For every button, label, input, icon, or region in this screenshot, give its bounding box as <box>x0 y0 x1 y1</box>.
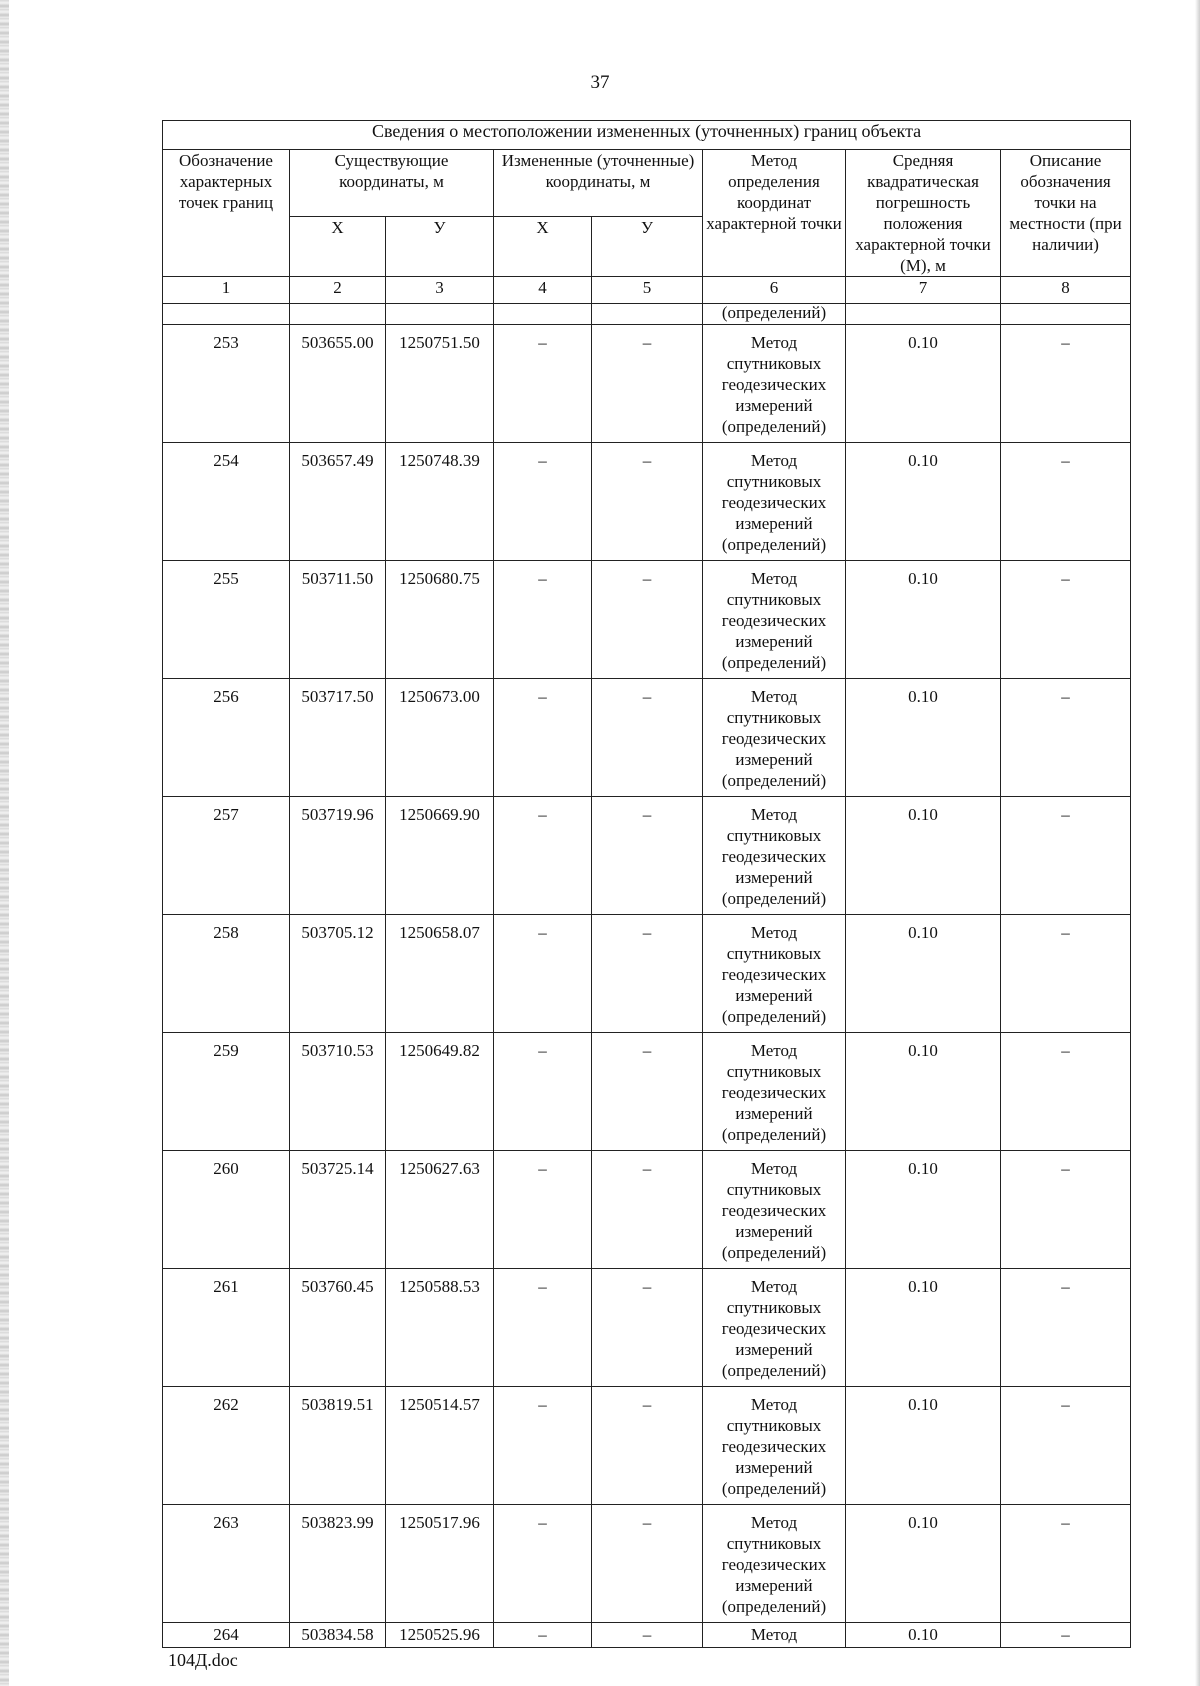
method-line: Метод <box>750 1041 798 1060</box>
point-number-cell: 261 <box>163 1269 290 1387</box>
column-number: 8 <box>1001 277 1131 304</box>
method-line: Метод <box>750 1513 798 1532</box>
method-line: геодезических <box>721 1437 827 1456</box>
method-cell <box>703 797 846 915</box>
changed-y-cell: – <box>592 1623 703 1648</box>
method-line: геодезических <box>721 611 827 630</box>
mean-error-cell: 0.10 <box>846 915 1001 1033</box>
changed-x-cell: – <box>494 679 592 797</box>
changed-x-cell: – <box>494 561 592 679</box>
method-line: геодезических <box>721 847 827 866</box>
description-cell: – <box>1001 1505 1131 1623</box>
column-number: 6 <box>703 277 846 304</box>
description-cell: – <box>1001 1387 1131 1505</box>
method-line: измерений <box>735 986 813 1005</box>
changed-y-cell: – <box>592 915 703 1033</box>
existing-y-cell: 1250669.90 <box>386 797 494 915</box>
method-cell <box>703 561 846 679</box>
existing-y-cell: 1250649.82 <box>386 1033 494 1151</box>
continuation-row <box>163 304 1131 325</box>
method-line: геодезических <box>721 1083 827 1102</box>
boundary-coordinates-table <box>162 120 1131 1648</box>
existing-x-cell: 503710.53 <box>290 1033 386 1151</box>
scan-edge-left <box>0 0 9 1686</box>
existing-x-cell: 503705.12 <box>290 915 386 1033</box>
method-line: геодезических <box>721 1555 827 1574</box>
method-cell <box>703 325 846 443</box>
method-line: спутниковых <box>726 472 822 491</box>
existing-y-cell: 1250588.53 <box>386 1269 494 1387</box>
method-line: измерений <box>735 1104 813 1123</box>
method-line: (определений) <box>721 1243 827 1262</box>
table-row <box>163 1387 1131 1505</box>
table-row <box>163 1505 1131 1623</box>
existing-y-cell: 1250525.96 <box>386 1623 494 1648</box>
existing-y-cell: 1250680.75 <box>386 561 494 679</box>
existing-y-cell: 1250748.39 <box>386 443 494 561</box>
method-line: (определений) <box>721 1125 827 1144</box>
mean-error-cell: 0.10 <box>846 1505 1001 1623</box>
description-cell: – <box>1001 325 1131 443</box>
description-cell: – <box>1001 915 1131 1033</box>
method-line: Метод <box>750 451 798 470</box>
description-cell: – <box>1001 1151 1131 1269</box>
header-point-designation: Обозначение характерных точек границ <box>163 150 290 277</box>
method-line: Метод <box>750 1159 798 1178</box>
changed-x-cell: – <box>494 1151 592 1269</box>
table-row <box>163 1033 1131 1151</box>
method-line: измерений <box>735 1458 813 1477</box>
method-line: спутниковых <box>726 354 822 373</box>
method-line: измерений <box>735 750 813 769</box>
method-line: Метод <box>750 923 798 942</box>
point-number-cell: 253 <box>163 325 290 443</box>
table-row <box>163 1269 1131 1387</box>
mean-error-cell: 0.10 <box>846 1033 1001 1151</box>
method-cell <box>703 1387 846 1505</box>
table-row <box>163 325 1131 443</box>
changed-x-cell: – <box>494 1623 592 1648</box>
header-existing-y: У <box>386 216 494 276</box>
description-cell: – <box>1001 1033 1131 1151</box>
header-changed-coordinates: Измененные (уточненные) координаты, м <box>494 150 703 217</box>
table-row <box>163 915 1131 1033</box>
table-row <box>163 679 1131 797</box>
existing-x-cell: 503823.99 <box>290 1505 386 1623</box>
method-line: (определений) <box>721 1007 827 1026</box>
method-line: измерений <box>735 1222 813 1241</box>
mean-error-cell: 0.10 <box>846 443 1001 561</box>
header-existing-x: Х <box>290 216 386 276</box>
description-cell: – <box>1001 443 1131 561</box>
header-existing-coordinates: Существующие координаты, м <box>290 150 494 217</box>
header-changed-y: У <box>592 216 703 276</box>
table-row <box>163 561 1131 679</box>
method-line: (определений) <box>721 417 827 436</box>
changed-x-cell: – <box>494 443 592 561</box>
changed-y-cell: – <box>592 1269 703 1387</box>
method-cell <box>703 915 846 1033</box>
method-cell <box>703 1269 846 1387</box>
description-cell: – <box>1001 1623 1131 1648</box>
changed-y-cell: – <box>592 561 703 679</box>
method-line: Метод <box>750 569 798 588</box>
point-number-cell: 257 <box>163 797 290 915</box>
mean-error-cell: 0.10 <box>846 797 1001 915</box>
existing-y-cell: 1250751.50 <box>386 325 494 443</box>
method-line: спутниковых <box>726 708 822 727</box>
column-number: 5 <box>592 277 703 304</box>
method-line: геодезических <box>721 493 827 512</box>
existing-x-cell: 503760.45 <box>290 1269 386 1387</box>
changed-y-cell: – <box>592 443 703 561</box>
mean-error-cell: 0.10 <box>846 679 1001 797</box>
footer-filename: 104Д.doc <box>168 1650 238 1670</box>
point-number-cell: 258 <box>163 915 290 1033</box>
existing-x-cell: 503657.49 <box>290 443 386 561</box>
method-line: спутниковых <box>726 1062 822 1081</box>
method-line: спутниковых <box>726 590 822 609</box>
method-cell: Метод <box>703 1623 846 1648</box>
method-line: Метод <box>750 687 798 706</box>
method-line: измерений <box>735 868 813 887</box>
changed-y-cell: – <box>592 325 703 443</box>
table-row <box>163 443 1131 561</box>
method-line: измерений <box>735 1340 813 1359</box>
mean-error-cell: 0.10 <box>846 1623 1001 1648</box>
method-line: измерений <box>735 1576 813 1595</box>
method-line: (определений) <box>721 1479 827 1498</box>
existing-y-cell: 1250514.57 <box>386 1387 494 1505</box>
changed-y-cell: – <box>592 1151 703 1269</box>
header-mean-error: Средняя квадратическая погрешность положения характерной точки (М), м <box>846 150 1001 277</box>
existing-y-cell: 1250517.96 <box>386 1505 494 1623</box>
existing-x-cell: 503819.51 <box>290 1387 386 1505</box>
method-line: геодезических <box>721 375 827 394</box>
mean-error-cell: 0.10 <box>846 1269 1001 1387</box>
method-cell <box>703 1033 846 1151</box>
method-cell <box>703 1505 846 1623</box>
column-number: 3 <box>386 277 494 304</box>
point-number-cell: 262 <box>163 1387 290 1505</box>
method-line: (определений) <box>721 653 827 672</box>
existing-x-cell: 503834.58 <box>290 1623 386 1648</box>
point-number-cell: 259 <box>163 1033 290 1151</box>
changed-x-cell: – <box>494 1033 592 1151</box>
changed-y-cell: – <box>592 1387 703 1505</box>
description-cell: – <box>1001 797 1131 915</box>
table-row <box>163 1151 1131 1269</box>
method-cell <box>703 679 846 797</box>
existing-y-cell: 1250627.63 <box>386 1151 494 1269</box>
table-caption: Сведения о местоположении измененных (уточненных) границ объекта <box>163 121 1131 150</box>
changed-y-cell: – <box>592 1033 703 1151</box>
point-number-cell: 263 <box>163 1505 290 1623</box>
changed-x-cell: – <box>494 325 592 443</box>
method-line: геодезических <box>721 1319 827 1338</box>
header-method: Метод определения координат характерной точки <box>703 150 846 277</box>
changed-y-cell: – <box>592 1505 703 1623</box>
table-row <box>163 797 1131 915</box>
header-changed-x: Х <box>494 216 592 276</box>
method-cell <box>703 1151 846 1269</box>
existing-y-cell: 1250658.07 <box>386 915 494 1033</box>
method-line: измерений <box>735 514 813 533</box>
description-cell: – <box>1001 679 1131 797</box>
method-line: (определений) <box>721 1597 827 1616</box>
point-number-cell: 264 <box>163 1623 290 1648</box>
method-line: спутниковых <box>726 1416 822 1435</box>
column-number: 4 <box>494 277 592 304</box>
scan-edge-right <box>1195 0 1200 1686</box>
existing-x-cell: 503719.96 <box>290 797 386 915</box>
changed-y-cell: – <box>592 679 703 797</box>
point-number-cell: 254 <box>163 443 290 561</box>
changed-x-cell: – <box>494 1269 592 1387</box>
point-number-cell: 255 <box>163 561 290 679</box>
description-cell: – <box>1001 1269 1131 1387</box>
column-number: 1 <box>163 277 290 304</box>
method-line: спутниковых <box>726 944 822 963</box>
method-line: Метод <box>750 1395 798 1414</box>
description-cell: – <box>1001 561 1131 679</box>
method-line: спутниковых <box>726 826 822 845</box>
method-line: Метод <box>750 805 798 824</box>
page-number: 37 <box>590 72 610 93</box>
column-number: 7 <box>846 277 1001 304</box>
changed-x-cell: – <box>494 915 592 1033</box>
mean-error-cell: 0.10 <box>846 1151 1001 1269</box>
existing-x-cell: 503725.14 <box>290 1151 386 1269</box>
header-description: Описание обозначения точки на местности (при наличии) <box>1001 150 1131 277</box>
method-line: Метод <box>750 333 798 352</box>
changed-x-cell: – <box>494 1387 592 1505</box>
table-row <box>163 1623 1131 1648</box>
method-line: спутниковых <box>726 1298 822 1317</box>
existing-y-cell: 1250673.00 <box>386 679 494 797</box>
method-line: геодезических <box>721 729 827 748</box>
changed-y-cell: – <box>592 797 703 915</box>
changed-x-cell: – <box>494 1505 592 1623</box>
method-line: геодезических <box>721 965 827 984</box>
method-line: (определений) <box>721 535 827 554</box>
method-cell <box>703 443 846 561</box>
method-line: спутниковых <box>726 1180 822 1199</box>
method-line: (определений) <box>721 1361 827 1380</box>
existing-x-cell: 503655.00 <box>290 325 386 443</box>
continuation-method-text: (определений) <box>703 304 846 325</box>
existing-x-cell: 503717.50 <box>290 679 386 797</box>
method-line: измерений <box>735 396 813 415</box>
method-line: (определений) <box>721 771 827 790</box>
existing-x-cell: 503711.50 <box>290 561 386 679</box>
mean-error-cell: 0.10 <box>846 561 1001 679</box>
mean-error-cell: 0.10 <box>846 1387 1001 1505</box>
point-number-cell: 260 <box>163 1151 290 1269</box>
method-line: Метод <box>750 1277 798 1296</box>
column-number: 2 <box>290 277 386 304</box>
point-number-cell: 256 <box>163 679 290 797</box>
changed-x-cell: – <box>494 797 592 915</box>
method-line: спутниковых <box>726 1534 822 1553</box>
mean-error-cell: 0.10 <box>846 325 1001 443</box>
method-line: (определений) <box>721 889 827 908</box>
method-line: измерений <box>735 632 813 651</box>
method-line: геодезических <box>721 1201 827 1220</box>
